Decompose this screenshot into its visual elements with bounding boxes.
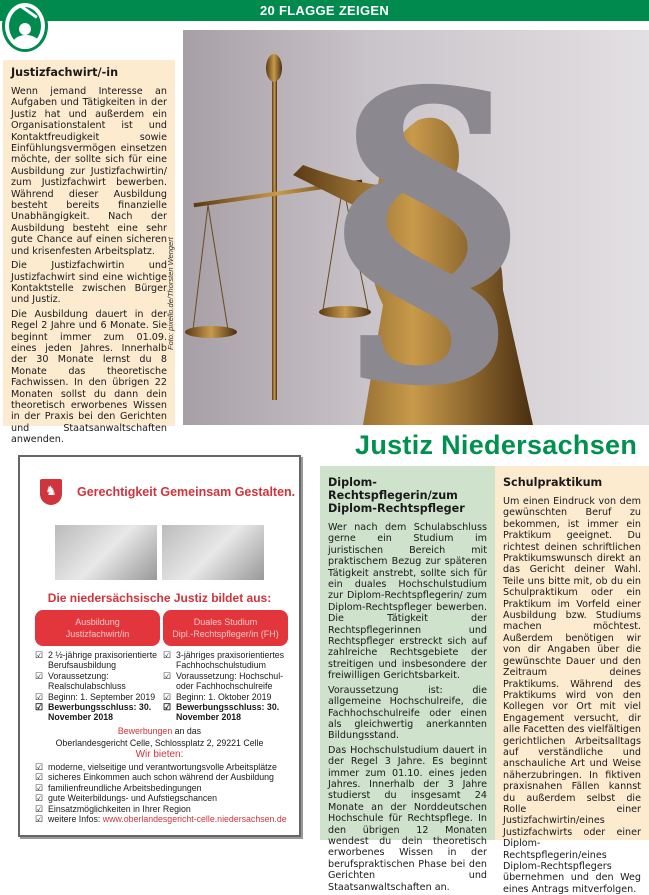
apply-label: Bewerbungen: [117, 726, 173, 736]
ad-slogan: Gerechtigkeit Gemeinsam Gestalten.: [77, 485, 296, 499]
article-heading: Diplom-Rechtspflegerin/zum Diplom-Rechtspfleger: [328, 476, 465, 515]
lower-saxony-horse-crest-icon: ♞: [40, 479, 62, 505]
students-group-photo: [162, 525, 264, 580]
studium-list: [163, 650, 293, 723]
list-item: [35, 814, 300, 824]
photo-credit: Foto: pixello.de/Thorsten Wengert: [166, 237, 175, 350]
ausbildung-list: [35, 650, 160, 723]
students-photo: [55, 525, 157, 580]
paragraph: Wenn jemand Interesse an Aufgaben und Tätigkeiten in der Justiz hat und außerdem ein Organisationstalent ist und Kontaktfreudigkeit sowie Einfühlungsvermögen einsetzen möchte, der sollte sich für eine Ausbildung zur Justizfachwirtin/ zum Justizfachwirt bewerben. Während dieser Ausbildung besteht bereits finanzielle Unabhängigkeit. Nach der Ausbildung besteht eine sehr gute Chance auf einen sicheren und krisenfesten Arbeitsplatz.: [11, 86, 167, 257]
list-item: ☑ sicheres Einkommen auch schon während der Ausbildung: [35, 772, 300, 782]
website-link[interactable]: www.oberlandesgericht-celle.niedersachsen.de: [102, 814, 287, 825]
offer-list: [35, 762, 300, 824]
pill-line: Dipl.-Rechtspfleger/in (FH): [172, 629, 279, 639]
page-title: Justiz Niedersachsen: [355, 430, 638, 460]
apply-rest: an das: [172, 726, 202, 736]
flag-person-icon: [2, 0, 48, 52]
info-label: weitere Infos:: [48, 814, 103, 825]
article-rechtspfleger: [320, 466, 495, 893]
list-item: ☑ Bewerbungsschluss: 30. November 2018: [163, 702, 293, 723]
paragraph: Wer nach dem Schulabschluss gerne ein Studium im juristischen Bereich mit praktischem Bezug zur späteren Tätigkeit anstrebt, sollte sich für ein duales Hochschulstudium zur Diplom-Rechtspflegerin/ zum Diplom-Rechtspfleger bewerben. Die Tätigkeit der Rechtspflegerinnen und Rechtspfleger erstreckt sich auf zahlreiche Rechtsgebiete der streitigen und insbesondere der freiwilligen Gerichtsbarkeit.: [328, 522, 487, 682]
list-item: ☑ familienfreundliche Arbeitsbedingungen: [35, 783, 300, 793]
list-item: ☑ 2 ½-jährige praxisorientierte Berufsausbildung: [35, 650, 160, 671]
paragraph: Die Ausbildung dauert in der Regel 2 Jahre und 6 Monate. Sie beginnt immer zum 01.09. eines jeden Jahres. Innerhalb der 30 Monate lernst du 8 Monate das theoretische Fachwissen. In den übrigen 22 Monaten sollst du dann dein theoretisch erworbenes Wissen in der Praxis bei den Gerichten und Staatsanwaltschaften anwenden.: [11, 308, 167, 446]
pill-line: Justizfachwirt/in: [65, 629, 130, 639]
ad-subtitle: Die niedersächsische Justiz bildet aus:: [47, 591, 272, 605]
advertisement: [18, 455, 301, 837]
apply-line: [20, 726, 299, 736]
list-item: ☑ Einsatzmöglichkeiten in Ihrer Region: [35, 804, 300, 814]
program-studium-label: [163, 610, 288, 646]
offer-heading: Wir bieten:: [135, 749, 184, 760]
paragraph: Um einen Eindruck von dem gewünschten Beruf zu bekommen, ist immer ein Praktikum geeignet. Du richtest deinen schriftlichen Praktikumswunsch direkt an das Gericht deiner Wahl. Teile uns bitte mit, ob du ein Schulpraktikum oder ein Praktikum im Vorfeld einer Ausbildung bzw. Studiums machen möchtest. Außerdem benötigen wir von dir Angaben über die gewünschte Dauer und den Zeitraum deines Praktikums. Während des Praktikums wird von den Kollegen vor Ort mit viel Engagement versucht, dir alle Facetten des vielfältigen gerichtlichen Arbeitsalltags auf verständliche und anschauliche Art und Weise näherzubringen. In fiktiven praxisnahen Fällen kannst du außerdem selbst die Rolle einer Justizfachwirtin/eines Justizfachwirts oder einer Diplom-Rechtspflegerin/eines Diplom-Rechtspflegers übernehmen und den Weg eines Antrags mitverfolgen.: [503, 496, 641, 895]
pill-line: Ausbildung: [75, 617, 120, 627]
justitia-photo: [183, 30, 649, 425]
article-schulpraktikum: [495, 466, 649, 895]
section-header: 20 FLAGGE ZEIGEN: [0, 0, 649, 21]
list-item: ☑ Voraussetzung: Hochschul- oder Fachhochschulreife: [163, 671, 293, 692]
paragraph: Das Hochschulstudium dauert in der Regel 3 Jahre. Es beginnt immer zum 01.10. eines jeden Jahres. Innerhalb der 3 Jahre studierst du insgesamt 24 Monate an der Norddeutschen Hochschule für Rechtspflege. In den übrigen 12 Monaten wendest du dein theoretisch erworbenes Wissen in der berufspraktischen Phase bei den Gerichten und Staatsanwaltschaften an.: [328, 744, 487, 893]
paragraph-symbol: §: [333, 30, 522, 425]
article-heading: Justizfachwirt/-in: [11, 66, 119, 79]
address: Oberlandesgericht Celle, Schlossplatz 2, 29221 Celle: [55, 738, 264, 748]
article-justizfachwirt: [3, 60, 175, 446]
paragraph: Voraussetzung ist: die allgemeine Hochschulreife, die Fachhochschulreife oder einen als gleichwertig anerkannten Bildungsstand.: [328, 684, 487, 742]
article-heading: Schulpraktikum: [503, 476, 603, 489]
list-item: ☑ Voraussetzung: Realschulabschluss: [35, 671, 160, 692]
list-item: ☑ Beginn: 1. September 2019: [35, 692, 160, 702]
list-item: ☑ Beginn: 1. Oktober 2019: [163, 692, 293, 702]
list-item: ☑ gute Weiterbildungs- und Aufstiegschancen: [35, 793, 300, 803]
list-item: ☑ moderne, vielseitige und verantwortungsvolle Arbeitsplätze: [35, 762, 300, 772]
paragraph: Die Justizfachwirtin und Justizfachwirt sind eine wichtige Kontaktstelle zwischen Bürger und Justiz.: [11, 260, 167, 306]
program-ausbildung-label: [35, 610, 160, 646]
list-item: ☑ 3-jähriges praxisorientiertes Fachhochschulstudium: [163, 650, 293, 671]
pill-line: Duales Studium: [193, 617, 258, 627]
list-item: ☑ Bewerbungsschluss: 30. November 2018: [35, 702, 160, 723]
